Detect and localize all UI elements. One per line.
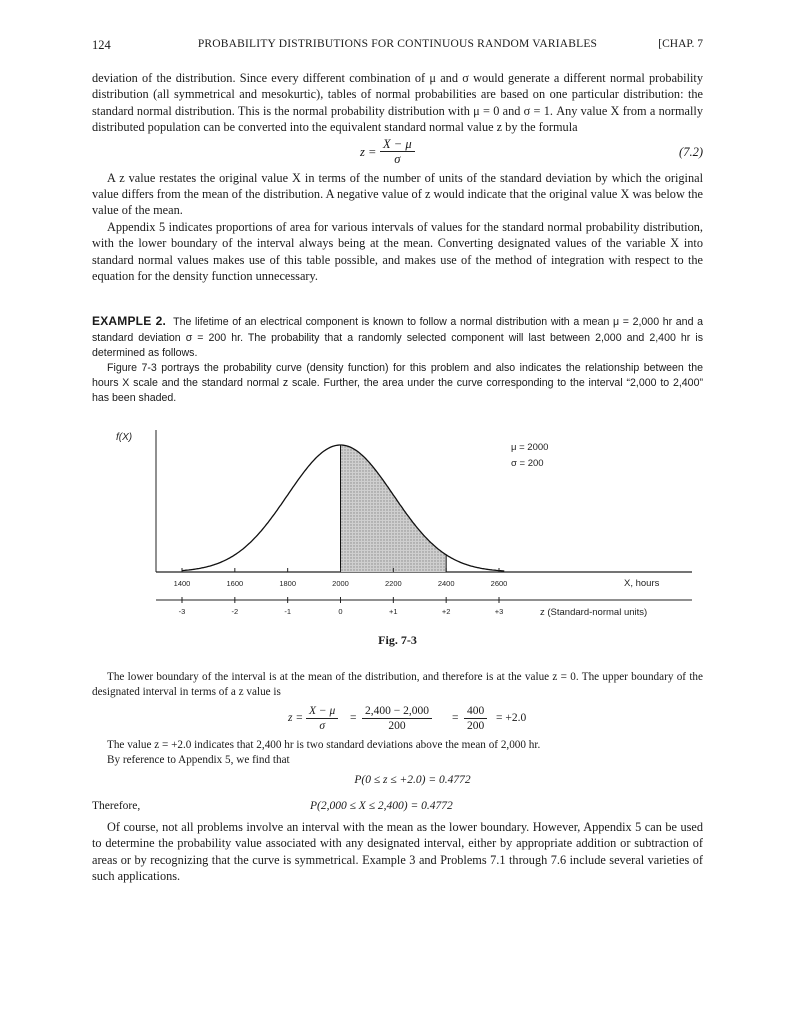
example-body-1: The lifetime of an electrical component is known to follow a normal distribution with a mean μ = 2,000 hr and a standard deviation σ = 200 hr. The probability that a randomly selected component will last between 2,000 and 2,400 hr is determined as follows.	[92, 316, 703, 359]
x-tick-label: 1800	[279, 578, 297, 588]
example-2-text1	[92, 314, 703, 361]
eq72-lhs: z =	[360, 144, 377, 159]
paragraph-4: The lower boundary of the interval is at the mean of the distribution, and therefore is at the value z = 0. The upper boundary of the designated interval in terms of a z value is	[92, 670, 703, 698]
x-tick-label: 2400	[437, 578, 455, 588]
running-header	[92, 38, 703, 56]
eq2-result: = +2.0	[496, 711, 527, 724]
x-tick-label: 2000	[332, 578, 349, 588]
paragraph-1: deviation of the distribution. Since every different combination of μ and σ would generate a different normal probability distribution (all symmetrical and mesokurtic), tables of normal probabilities are based on one particular distribution: the standard normal distribution. This is the normal probability distribution with μ = 0 and σ = 1. Any value X from a normally distributed population can be converted into the equivalent standard normal value z by the formula	[92, 71, 703, 135]
y-axis-label: f(X)	[116, 431, 133, 443]
z-tick-label: 0	[338, 606, 343, 616]
z-tick-label: -1	[284, 606, 292, 616]
legend-mu: μ = 2000	[511, 441, 549, 453]
legend-sigma: σ = 200	[511, 457, 544, 469]
eq2-f3-denominator: 200	[467, 719, 485, 732]
page-number: 124	[92, 38, 111, 52]
eq72-label: (7.2)	[679, 144, 703, 159]
eq2-f2-denominator: 200	[388, 719, 406, 732]
eq2-f1-denominator: σ	[319, 719, 325, 732]
running-title: PROBABILITY DISTRIBUTIONS FOR CONTINUOUS RANDOM VARIABLES	[197, 38, 598, 50]
equation-p-z: P(0 ≤ z ≤ +2.0) = 0.4772	[354, 773, 471, 786]
eq2-equals-2: =	[452, 711, 459, 724]
paragraph-3: Appendix 5 indicates proportions of area for various intervals of values for the standard normal probability distribution, with the lower boundary of the interval always being at the mean. Converting designated values of the variable X into standard normal values makes use of this table possible, and makes use of the method of integration with respect to the equation for the density function unnecessary.	[92, 219, 703, 284]
z-tick-label: +1	[389, 606, 398, 616]
figure-caption: Fig. 7-3	[378, 632, 417, 647]
paragraph-2: A z value restates the original value X in terms of the number of units of the standard deviation by which the original value differs from the mean of the distribution. A negative value of z would indicate that the original value X was below the value of the mean.	[92, 170, 703, 218]
z-tick-label: +3	[494, 606, 504, 616]
paragraph-6: By reference to Appendix 5, we find that	[107, 753, 290, 766]
shaded-area-2000-2400	[341, 445, 447, 572]
z-tick-label: +2	[441, 606, 451, 616]
eq2-f2-numerator: 2,400 − 2,000	[362, 704, 432, 719]
therefore-line	[92, 800, 703, 816]
equation-p-x: P(2,000 ≤ X ≤ 2,400) = 0.4772	[310, 799, 453, 812]
equation-z-calc	[92, 700, 703, 738]
eq2-f3-numerator: 400	[464, 704, 487, 719]
eq72-numerator: X − μ	[380, 137, 415, 152]
z-tick-label: -2	[231, 606, 239, 616]
x-tick-label: 1400	[173, 578, 191, 588]
normal-curve-chart	[92, 425, 703, 645]
z-axis-label: z (Standard-normal units)	[540, 606, 648, 618]
x-tick-label: 1600	[226, 578, 244, 588]
eq2-lhs: z =	[288, 711, 304, 724]
therefore-label: Therefore,	[92, 799, 141, 812]
z-tick-label: -3	[178, 606, 186, 616]
eq2-fraction-3	[464, 704, 487, 733]
x-tick-label: 2200	[384, 578, 402, 588]
page	[92, 38, 703, 884]
x-axis-label: X, hours	[624, 577, 660, 589]
equation-7-2	[92, 136, 703, 170]
eq2-fraction-1	[306, 704, 338, 733]
figure-7-3	[92, 425, 703, 645]
eq2-f1-numerator: X − μ	[306, 704, 338, 719]
x-tick-label: 2600	[490, 578, 508, 588]
chapter-label: [CHAP. 7	[658, 38, 703, 50]
eq2-equals-1: =	[350, 711, 357, 724]
paragraph-7: Of course, not all problems involve an interval with the mean as the lower boundary. However, Appendix 5 can be used to determine the probability value associated with any designated interval, either by appropriate addition or subtraction of areas or by recognizing that the curve is symmetrical. Example 3 and Problems 7.1 through 7.6 include several varieties of such applications.	[92, 819, 703, 883]
paragraph-5: The value z = +2.0 indicates that 2,400 hr is two standard deviations above the mean of 2,000 hr.	[107, 738, 541, 751]
example-2-text2: Figure 7-3 portrays the probability curve (density function) for this problem and also indicates the relationship between the hours X scale and the standard normal z scale. Further, the area under the curve corresponding to the interval “2,000 to 2,400” has been shaded.	[92, 362, 703, 405]
eq72-denominator: σ	[394, 151, 401, 166]
eq2-fraction-2	[362, 704, 432, 733]
eq72-fraction	[380, 137, 415, 166]
example-label: EXAMPLE 2.	[92, 314, 167, 329]
